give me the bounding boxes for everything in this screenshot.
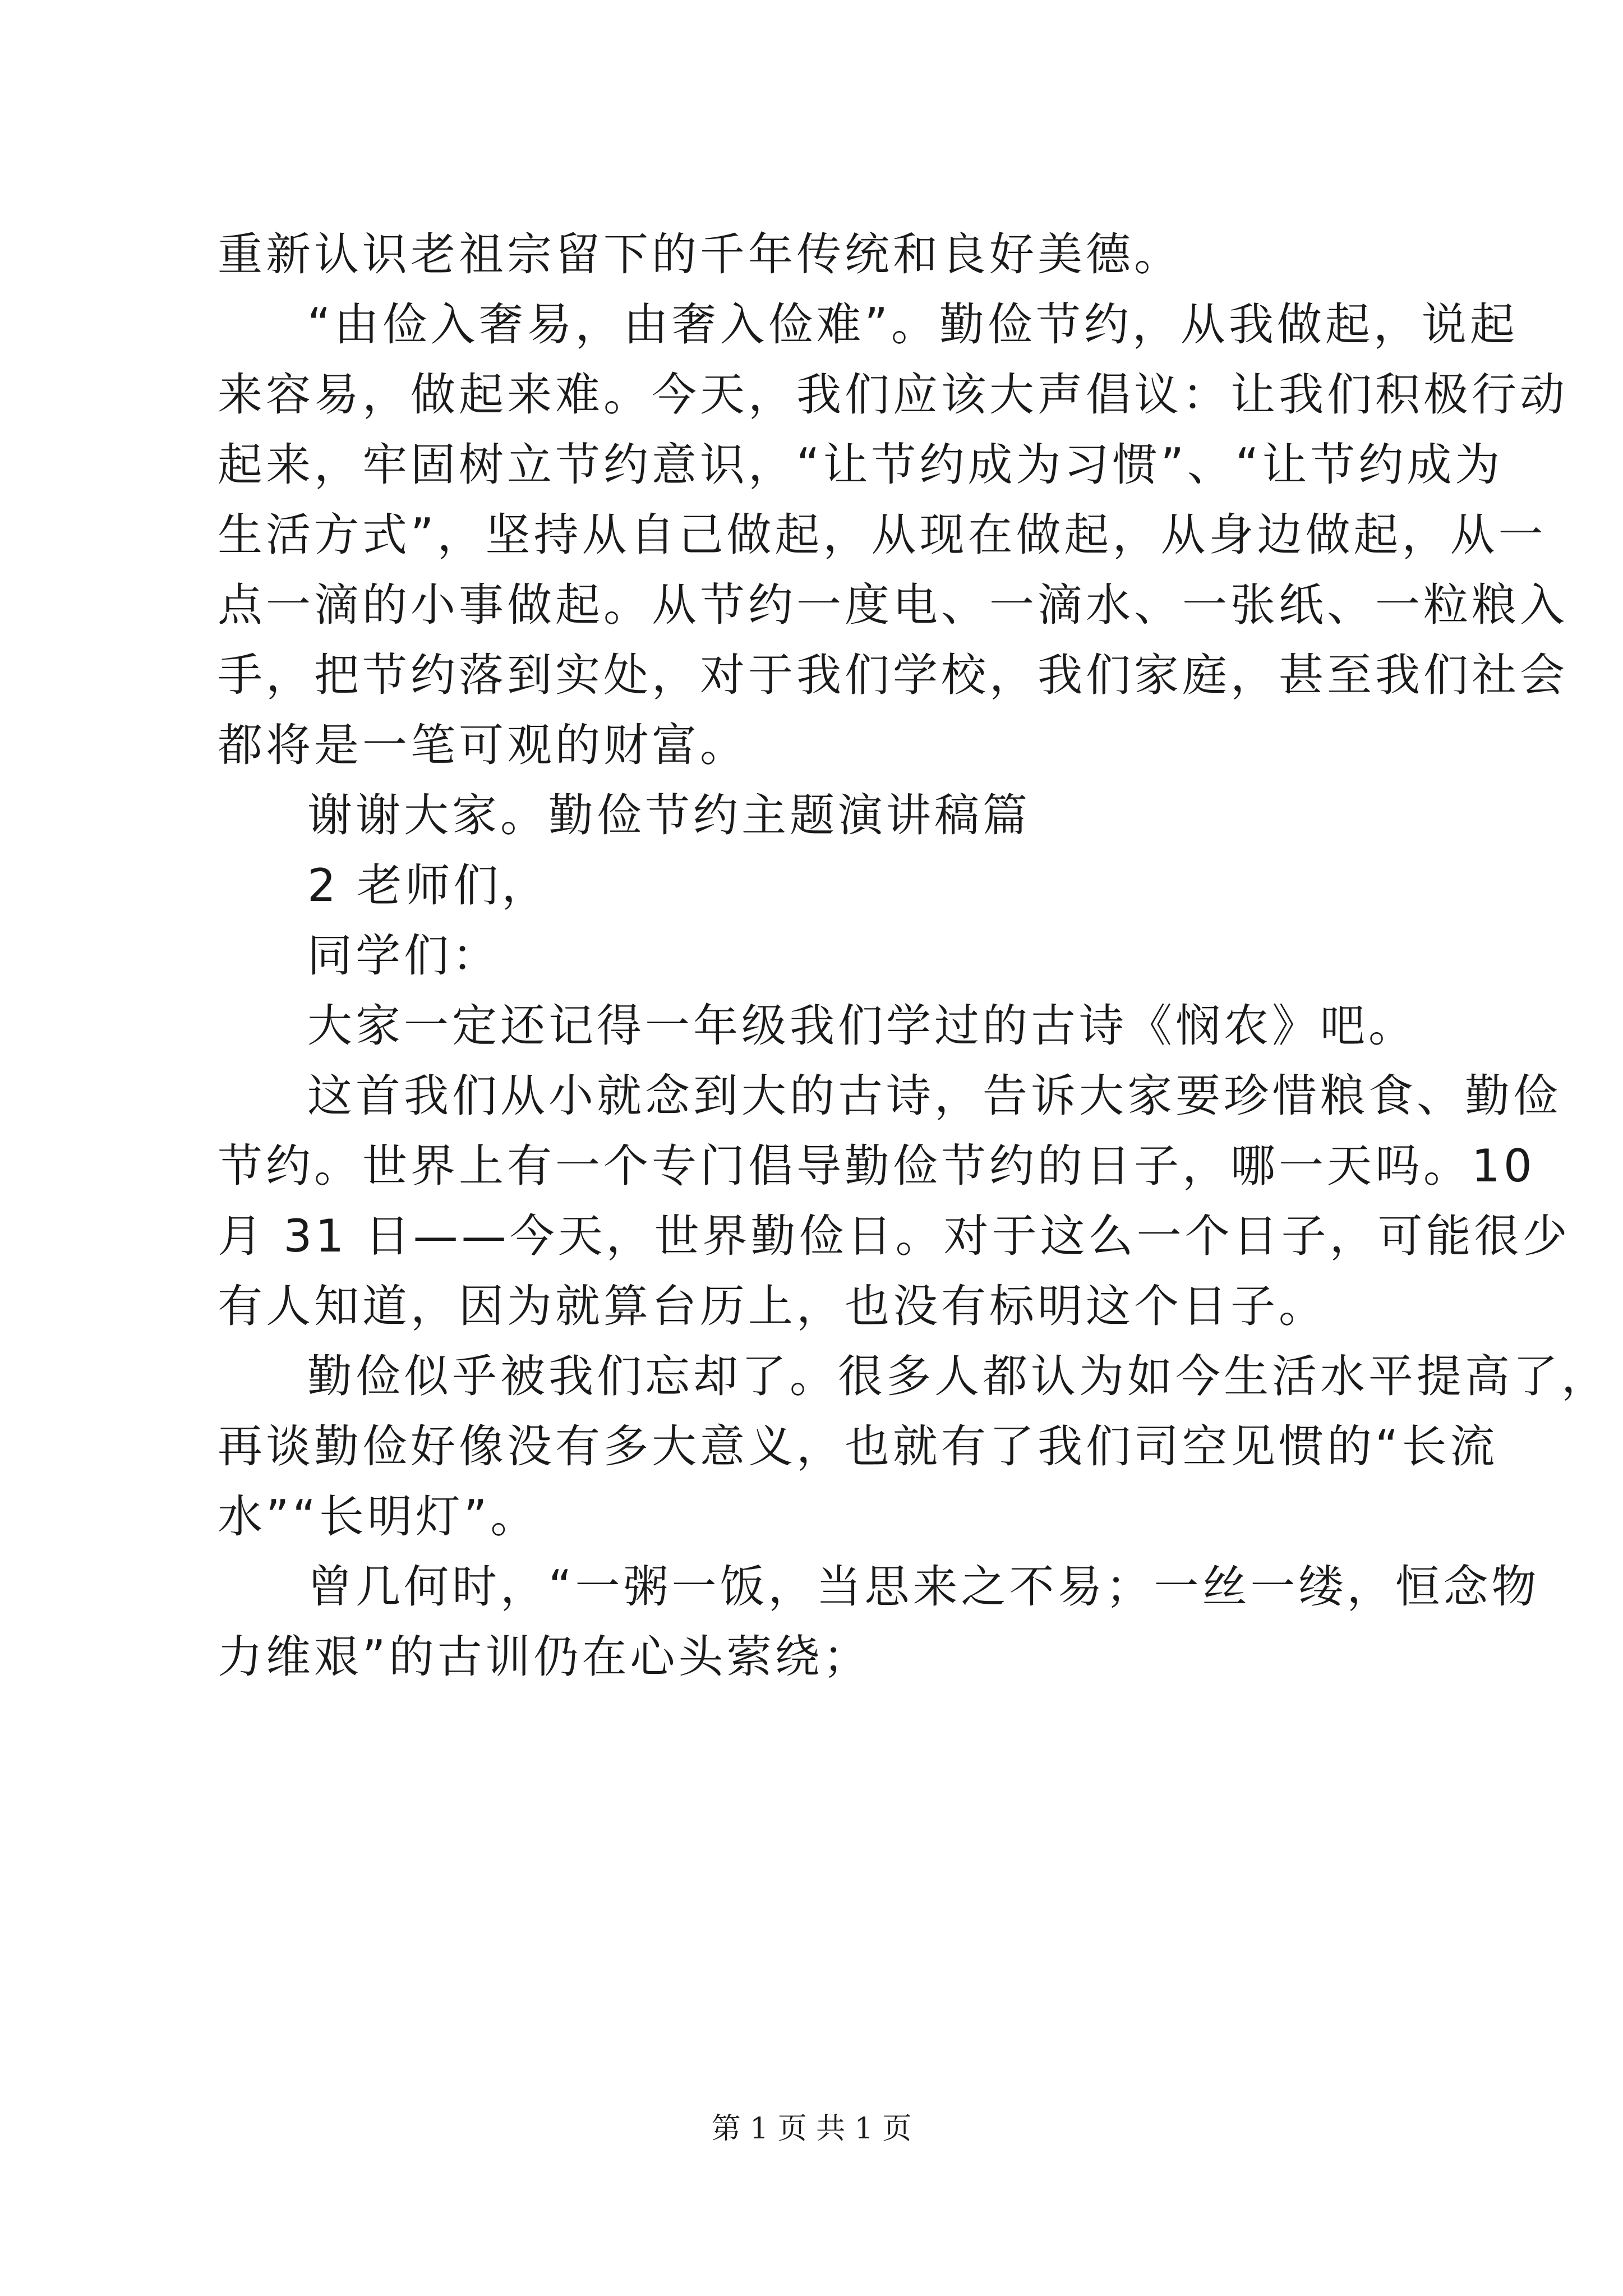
text-line: 大家一定还记得一年级我们学过的古诗《悯农》吧。 (307, 1000, 1417, 1052)
text-line: 点一滴的小事做起。从节约一度电、一滴水、一张纸、一粒粮入 (218, 579, 1568, 631)
text-line: 力维艰”的古训仍在心头萦绕； (218, 1631, 872, 1683)
text-line: 手，把节约落到实处，对于我们学校，我们家庭，甚至我们社会 (218, 649, 1568, 701)
text-line: “由俭入奢易，由奢入俭难”。勤俭节约，从我做起，说起 (307, 298, 1518, 351)
text-line: 都将是一笔可观的财富。 (218, 719, 748, 771)
text-line: 水”“长明灯”。 (218, 1490, 539, 1543)
text-line: 2 老师们， (307, 859, 550, 912)
text-line: 勤俭似乎被我们忘却了。很多人都认为如今生活水平提高了， (307, 1350, 1610, 1402)
text-line: 起来，牢固树立节约意识，“让节约成为习惯”、“让节约成为 (218, 439, 1504, 491)
text-line: 这首我们从小就念到大的古诗，告诉大家要珍惜粮食、勤俭 (307, 1070, 1561, 1122)
text-line: 节约。世界上有一个专门倡导勤俭节约的日子，哪一天吗。10 (218, 1140, 1536, 1192)
text-line: 有人知道，因为就算台历上，也没有标明这个日子。 (218, 1280, 1327, 1332)
text-line: 同学们： (307, 930, 500, 982)
text-line: 来容易，做起来难。今天，我们应该大声倡议：让我们积极行动 (218, 369, 1568, 421)
page-number-footer: 第 1 页 共 1 页 (711, 2112, 912, 2146)
text-line: 重新认识老祖宗留下的千年传统和良好美德。 (218, 228, 1182, 280)
text-line: 月 31 日——今天，世界勤俭日。对于这么一个日子，可能很少 (218, 1210, 1571, 1262)
text-line: 谢谢大家。勤俭节约主题演讲稿篇 (307, 789, 1031, 841)
text-line: 生活方式”，坚持从自己做起，从现在做起，从身边做起，从一 (218, 509, 1547, 561)
text-line: 曾几何时，“一粥一饭，当思来之不易；一丝一缕，恒念物 (307, 1561, 1540, 1613)
text-line: 再谈勤俭好像没有多大意义，也就有了我们司空见惯的“长流 (218, 1420, 1498, 1473)
